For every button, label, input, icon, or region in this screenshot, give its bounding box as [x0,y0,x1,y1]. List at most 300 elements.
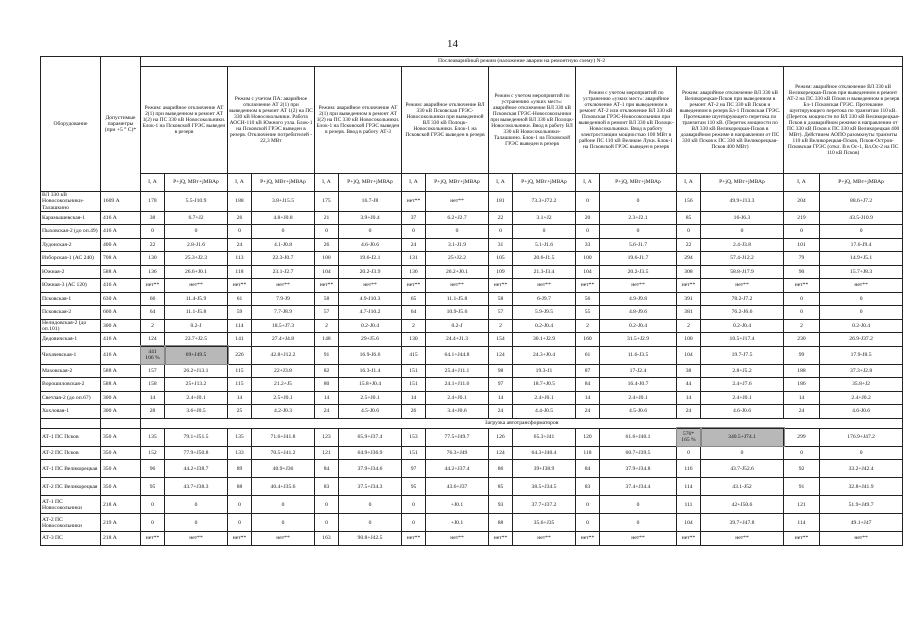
cell-value: 64.3+J40.4 [531,449,557,456]
current-cell [141,265,165,279]
cell-value: 26.2+J0.1 [445,268,469,275]
power-cell [165,333,228,347]
cell-value: 4.2-J0.3 [273,408,293,415]
power-cell [165,346,228,364]
cell-value: 18.7+J0.5 [532,381,556,388]
current-cell [315,405,339,419]
cell-value: 3.4+J0.6 [447,408,467,415]
cell-value: 28 [149,408,156,415]
equipment-name: АТ-2 ПС Псков [41,446,101,460]
cell-value: 0 [281,501,285,508]
overload-percent: 106 % [145,355,160,362]
power-cell [426,428,489,446]
power-cell [252,346,315,364]
power-cell [600,279,677,293]
cell-value: 0.2-J0.4 [534,322,554,329]
current-cell [402,496,426,514]
current-cell [315,252,339,266]
power-cell [252,391,315,405]
current-cell [141,405,165,419]
cell-value: 116 [684,465,693,472]
cell-value: 0 [412,519,415,526]
cell-value: 19.6-J2.1 [359,255,381,262]
current-cell [315,292,339,306]
cell-value: нет** [450,535,464,542]
cell-value: 97 [410,465,417,472]
current-cell [576,428,600,446]
cell-value: 4.7-J10.2 [359,309,381,316]
cell-value: 24 [410,241,417,248]
cell-value: 14 [323,394,330,401]
current-cell [576,252,600,266]
cell-value: 0 [281,228,285,235]
current-cell [489,225,513,239]
table-row [41,346,903,364]
power-cell [339,265,402,279]
power-col-header: P+jQ, МВт+jМВАр [165,174,228,192]
power-cell [165,514,228,532]
cell-value: 16-J6.3 [733,214,751,221]
permissible-value: 588 А [101,364,141,378]
cell-value: 0.2-J0.4 [852,322,871,329]
cell-value: нет** [681,535,696,542]
cell-value: 57 [497,309,504,316]
cell-value: 16.4-J0.7 [627,381,649,388]
cell-value: 43.1-J52 [732,483,752,490]
cell-value: 0 [636,198,640,205]
cell-value: 101 [797,241,806,248]
current-cell [228,279,252,293]
equipment-name: АТ-1 ПС Новосокольники [41,496,101,514]
cell-value: 38 [685,367,692,374]
cell-value: нет** [580,282,595,289]
current-cell [784,333,820,347]
current-cell [141,364,165,378]
power-cell [165,532,228,546]
current-cell [677,346,701,364]
current-cell [141,346,165,364]
cell-value: 175 [322,198,331,205]
cell-value: 24.1+J11.6 [444,381,470,388]
power-cell [252,225,315,239]
current-cell [677,279,701,293]
cell-value: 91 [323,352,330,359]
cell-value: 80 [323,381,330,388]
cell-value: 35.6+J35 [533,519,555,526]
cell-value: 64 [410,309,417,316]
equipment-name: Маховская-2 [41,364,101,378]
cell-value: 3.1-J1.9 [447,241,467,248]
power-cell [513,428,576,446]
cell-value: 2.8-J1.6 [186,241,206,248]
power-cell [820,225,903,239]
cell-value: нет** [406,535,421,542]
power-cell [600,378,677,392]
cell-value: 118 [235,268,244,275]
current-cell [228,346,252,364]
power-cell [339,405,402,419]
cell-value: 2.3+J2.1 [628,214,648,221]
current-cell [784,238,820,252]
current-cell [677,192,701,212]
current-cell [784,265,820,279]
power-cell [701,378,784,392]
power-cell [820,514,903,532]
power-cell [820,292,903,306]
cell-value: 20.2-J3.9 [359,268,381,275]
cell-value: 100 [684,336,693,343]
power-cell [701,478,784,496]
cell-value: 5.5-J10.9 [185,198,207,205]
power-cell [339,391,402,405]
cell-value: нет** [735,282,749,289]
power-cell [820,532,903,546]
power-cell [701,333,784,347]
cell-value: +J0.1 [450,519,464,526]
cell-value: 0 [238,501,241,508]
table-row [41,192,903,212]
cell-value: нет** [406,282,421,289]
cell-value: 85 [685,214,692,221]
power-cell [426,478,489,496]
current-cell [402,279,426,293]
cell-value: 49.9+J13.3 [729,198,755,205]
current-cell [141,496,165,514]
cell-value: 83 [584,483,591,490]
cell-value: 0 [800,228,803,235]
power-cell [820,496,903,514]
power-cell [252,446,315,460]
table-row [41,428,903,446]
current-cell [576,265,600,279]
cell-value: нет** [537,282,551,289]
power-cell [165,405,228,419]
cell-value: нет** [580,535,595,542]
current-cell [402,333,426,347]
table-row [41,460,903,478]
current-cell [228,391,252,405]
cell-value: 58 [497,295,504,302]
current-cell [489,478,513,496]
cell-value: 141 [235,336,244,343]
cell-value: 2.4+J0.1 [186,394,206,401]
cell-value: 441 [148,349,157,355]
cell-value: 49.1+J47 [850,519,872,526]
cell-value: 24 [236,241,243,248]
cell-value: 73.3+J72.2 [531,198,557,205]
current-cell [228,211,252,225]
cell-value: 0 [368,228,372,235]
current-cell [489,252,513,266]
current-cell [228,364,252,378]
power-cell [339,333,402,347]
cell-value: 2 [800,322,803,329]
cell-value: 104 [322,268,331,275]
current-cell [228,514,252,532]
power-cell [513,364,576,378]
cell-value: 4.5-J0.6 [628,408,648,415]
power-cell [426,446,489,460]
power-cell [339,279,402,293]
power-cell [820,333,903,347]
power-cell [252,405,315,419]
equipment-name: Чихачевская-1 [41,346,101,364]
power-cell [165,279,228,293]
current-cell [228,192,252,212]
power-cell [165,478,228,496]
cell-value: 40.9+J36 [272,465,294,472]
permissible-value: 400 А [101,238,141,252]
cell-value: 2.4-J3.8 [732,241,752,248]
power-col-header: P+jQ, МВт+jМВАр [600,174,677,192]
cell-value: 30.1+J2.9 [532,336,556,343]
power-cell [701,292,784,306]
power-cell [252,265,315,279]
cell-value: 230 [797,336,806,343]
current-cell [489,428,513,446]
power-cell [513,514,576,532]
current-cell [576,319,600,333]
equipment-header: Оборудование [41,57,101,192]
cell-value: 111 [684,501,693,508]
permissible-value: 416 А [101,279,141,293]
current-cell [576,446,600,460]
table-row [41,211,903,225]
cell-value: 83 [323,483,330,490]
cell-value: 0 [368,519,372,526]
cell-value: 82 [323,367,330,374]
current-cell [677,306,701,320]
cell-value: 20.2-J3.5 [627,268,649,275]
current-cell [677,532,701,546]
cell-value: 23.7+J2.5 [184,336,208,343]
cell-value: 114 [684,483,693,490]
cell-value: 4.4-J0.5 [534,408,554,415]
power-col-header: P+jQ, МВт+jМВАр [513,174,576,192]
cell-value: нет** [276,535,290,542]
cell-value: 204 [797,198,806,205]
cell-value: 61 [236,295,243,302]
current-cell [141,391,165,405]
current-cell [576,364,600,378]
cell-value: 10.5+J17.4 [729,336,755,343]
current-cell [402,346,426,364]
power-cell [820,211,903,225]
power-cell [252,238,315,252]
equipment-name: Изборская-1 (АС 240) [41,252,101,266]
power-cell [252,279,315,293]
current-cell [489,460,513,478]
power-cell [820,192,903,212]
cell-value: 188 [235,198,244,205]
power-cell [600,428,677,446]
power-col-header: P+jQ, МВт+jМВАр [701,174,784,192]
current-cell [489,446,513,460]
cell-value: 76.2-J6.6 [731,309,753,316]
power-cell [339,252,402,266]
cell-value: 105 [496,255,505,262]
current-cell [784,292,820,306]
cell-value: 0 [636,501,640,508]
power-cell [600,252,677,266]
cell-value: 15.7+J8.3 [850,268,873,275]
current-cell [315,319,339,333]
cell-value: 42+J50.6 [731,501,753,508]
cell-value: 71.6+J41.8 [270,434,296,441]
current-cell [228,292,252,306]
cell-value: 121 [322,449,331,456]
cell-value: 24 [798,408,805,415]
power-cell [339,378,402,392]
power-cell [339,211,402,225]
current-cell [576,391,600,405]
cell-value: 0 [859,228,863,235]
empty-cell [101,418,141,428]
cell-value: 58 [323,295,330,302]
cell-value: 104 [583,268,592,275]
cell-value: 23.1-J2.7 [272,268,294,275]
current-cell [228,306,252,320]
power-cell [513,333,576,347]
cell-value: 186 [797,381,806,388]
power-cell [513,405,576,419]
cell-value: 16.3-J1.4 [359,367,381,374]
power-cell [701,306,784,320]
equipment-name: АТ-2 ПС Великорецкая [41,478,101,496]
current-cell [141,279,165,293]
table-row [41,496,903,514]
current-cell [576,514,600,532]
cell-value: 151 [409,449,418,456]
current-cell [784,319,820,333]
equipment-name: Южная-2 [41,265,101,279]
cell-value: 40.4+J35.6 [270,483,296,490]
empty-cell [41,418,101,428]
cell-value: 124 [496,449,505,456]
current-cell [489,319,513,333]
cell-value: нет** [189,282,203,289]
power-cell [820,319,903,333]
cell-value: 2 [151,322,154,329]
power-cell [339,478,402,496]
permissible-value: 1609 А [101,192,141,212]
current-cell [784,446,820,460]
cell-value: 25+J13.2 [185,381,207,388]
cell-value: 6.2+J2.7 [447,214,467,221]
cell-value: 133 [235,449,244,456]
cell-value: 84 [584,381,591,388]
cell-value: 2.4+J0.2 [851,394,871,401]
cell-value: 340.5+J74.1 [728,434,756,441]
power-cell [426,292,489,306]
equipment-name: Дедовичская-1 [41,333,101,347]
current-cell [141,378,165,392]
cell-value: 131 [409,255,418,262]
current-cell [315,496,339,514]
current-cell [402,225,426,239]
power-cell [701,192,784,212]
cell-value: 115 [235,367,244,374]
cell-value: 26 [410,408,417,415]
cell-value: 57 [323,309,330,316]
permissible-value: 630 А [101,292,141,306]
cell-value: 97 [497,381,504,388]
power-cell [426,252,489,266]
equipment-name: Карамышевская-1 [41,211,101,225]
power-cell [701,252,784,266]
current-cell [576,211,600,225]
cell-value: 85 [497,483,504,490]
table-row [41,238,903,252]
current-cell [402,460,426,478]
current-cell [315,346,339,364]
power-cell [252,252,315,266]
power-cell [701,238,784,252]
power-cell [600,238,677,252]
power-cell [165,252,228,266]
cell-value: 25.4+J11.1 [444,367,470,374]
cell-value: 14 [149,394,156,401]
power-cell [252,428,315,446]
current-cell [489,292,513,306]
current-cell [402,265,426,279]
cell-value: 95 [149,483,156,490]
current-cell [228,378,252,392]
cell-value: 163 [322,535,331,542]
cell-value: 31 [497,241,504,248]
cell-value: 22+J3.8 [274,367,292,374]
cell-value: нет** [319,282,334,289]
cell-value: 0 [859,309,863,316]
cell-value: 79 [798,255,805,262]
power-cell [820,428,903,446]
current-cell [677,238,701,252]
mode-header: Режим: аварийное отключение ВЛ 330 кВ Великорецкая-Псков при выведенном в ремонт АТ-2 на ПС 330 кВ Псков и выведенном в резерв Бл-1 Псковская ГРЭС. Протекание шунтирующего перетока по транзитам 110 кВ. (Переток мощности по ВЛ 330 кВ Великорецкая-Псков в доаварийном режиме в направлении от ПС 330 кВ Псков к ПС 330 кВ Великорецкая-Псков 400 МВт) [677,67,784,174]
cell-value: 18.5+J7.3 [271,322,295,329]
power-cell [426,333,489,347]
power-cell [339,514,402,532]
current-cell [315,446,339,460]
current-col-header: I, А [784,174,820,192]
cell-value: 14 [685,394,692,401]
page-number: 14 [447,38,458,50]
current-cell [141,225,165,239]
cell-value: 60.7+J39.5 [625,449,651,456]
cell-value: 115 [235,381,244,388]
mode-header: Режим: аварийное отключение ВЛ 330 кВ Псковская ГРЭС-Новосокольники при выведенной ВЛ 330 кВ Полоцк-Новосокольники. Блок-1 на Псковской ГРЭС выведен в резерв [402,67,489,174]
current-cell [576,292,600,306]
cell-value: 0 [194,519,198,526]
current-cell [677,514,701,532]
permissible-header: Допустимые параметры (при +5 ° С)* [101,57,141,192]
cell-value: 16.7-J8 [361,198,379,205]
cell-value: 576* [682,431,695,437]
cell-value: 0 [687,228,690,235]
cell-value: 126 [496,434,505,441]
current-cell [228,460,252,478]
cell-value: 0 [325,501,328,508]
cell-value: 3.6+J0.5 [186,408,206,415]
cell-value: 14 [497,394,504,401]
current-col-header: I, А [576,174,600,192]
power-cell [252,211,315,225]
power-cell [252,364,315,378]
cell-value: 158 [148,381,157,388]
power-cell [513,319,576,333]
cell-value: 176.9+J47.2 [847,434,875,441]
cell-value: 69+J49.5 [185,352,207,359]
power-cell [165,364,228,378]
